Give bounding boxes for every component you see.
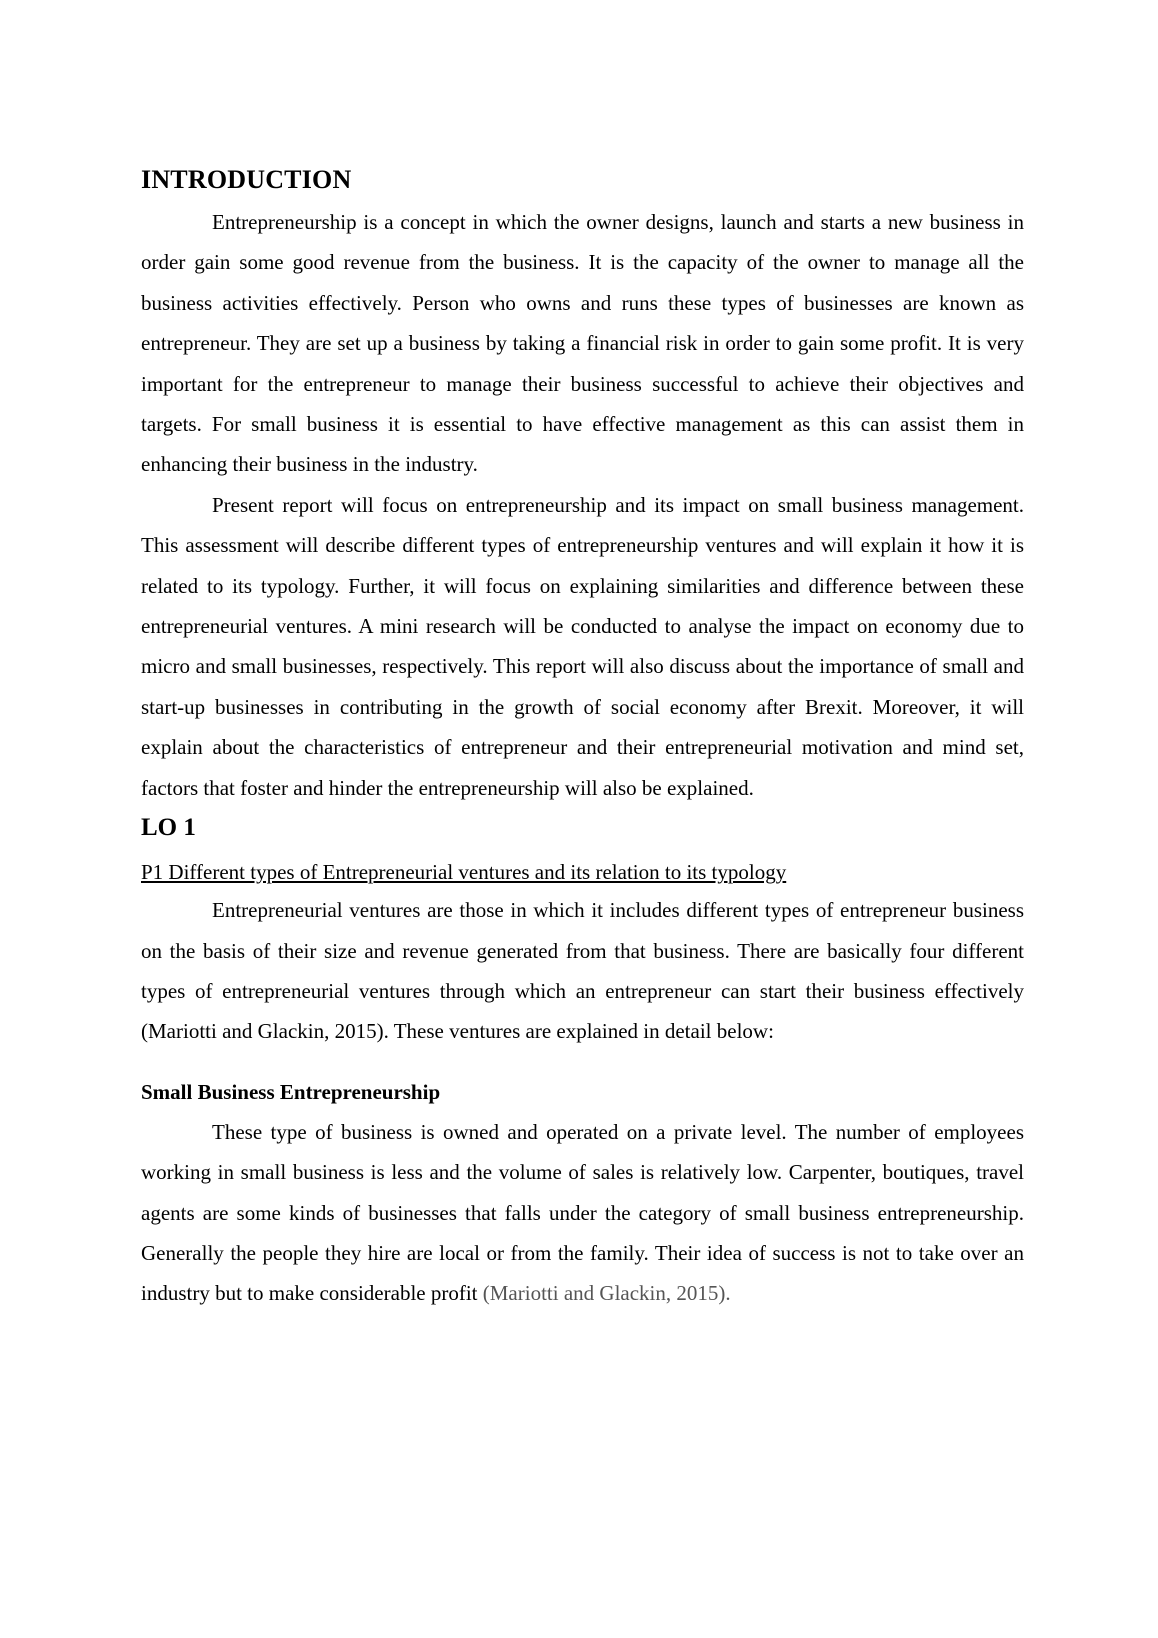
small-business-paragraph: [141, 1112, 1024, 1314]
lo1-heading: LO 1: [141, 814, 196, 842]
ventures-paragraph: Entrepreneurial ventures are those in which it includes different types of entrepreneur business on the basis of their size and revenue generated from that business. There are basically four different types of entrepreneurial ventures through which an entrepreneur can start their business effectively (Mariotti and Glackin, 2015). These ventures are explained in detail below:: [141, 898, 1024, 1044]
small-business-text: These type of business is owned and operated on a private level. The number of employees working in small business is less and the volume of sales is relatively low. Carpenter, boutiques, travel agents are some kinds of businesses that falls under the category of small business entrepreneurship. Generally the people they hire are local or from the family. Their idea of success is not to take over an industry but to make considerable profit: [141, 1119, 1024, 1306]
small-business-heading: Small Business Entrepreneurship: [141, 1079, 441, 1104]
introduction-paragraph-2: Present report will focus on entrepreneurship and its impact on small business management. This assessment will describe different types of entrepreneurship ventures and will explain it how it is related to its typology. Further, it will focus on explaining similarities and difference between these entrepreneurial ventures. A mini research will be conducted to analyse the impact on economy due to micro and small businesses, respectively. This report will also discuss about the importance of small and start-up businesses in contributing in the growth of social economy after Brexit. Moreover, it will explain about the characteristics of entrepreneur and their entrepreneurial motivation and mind set, factors that foster and hinder the entrepreneurship will also be explained.: [141, 492, 1024, 800]
p1-section-title: P1 Different types of Entrepreneurial ventures and its relation to its typology: [141, 860, 787, 885]
small-business-citation: (Mariotti and Glackin, 2015).: [482, 1281, 731, 1306]
document-page: [141, 158, 1024, 1314]
introduction-paragraph-1: Entrepreneurship is a concept in which the owner designs, launch and starts a new business in order gain some good revenue from the business. It is the capacity of the owner to manage all the business activities effectively. Person who owns and runs these types of businesses are known as entrepreneur. They are set up a business by taking a financial risk in order to gain some profit. It is very important for the entrepreneur to manage their business successful to achieve their objectives and targets. For small business it is essential to have effective management as this can assist them in enhancing their business in the industry.: [141, 210, 1024, 477]
introduction-heading: INTRODUCTION: [141, 165, 352, 194]
